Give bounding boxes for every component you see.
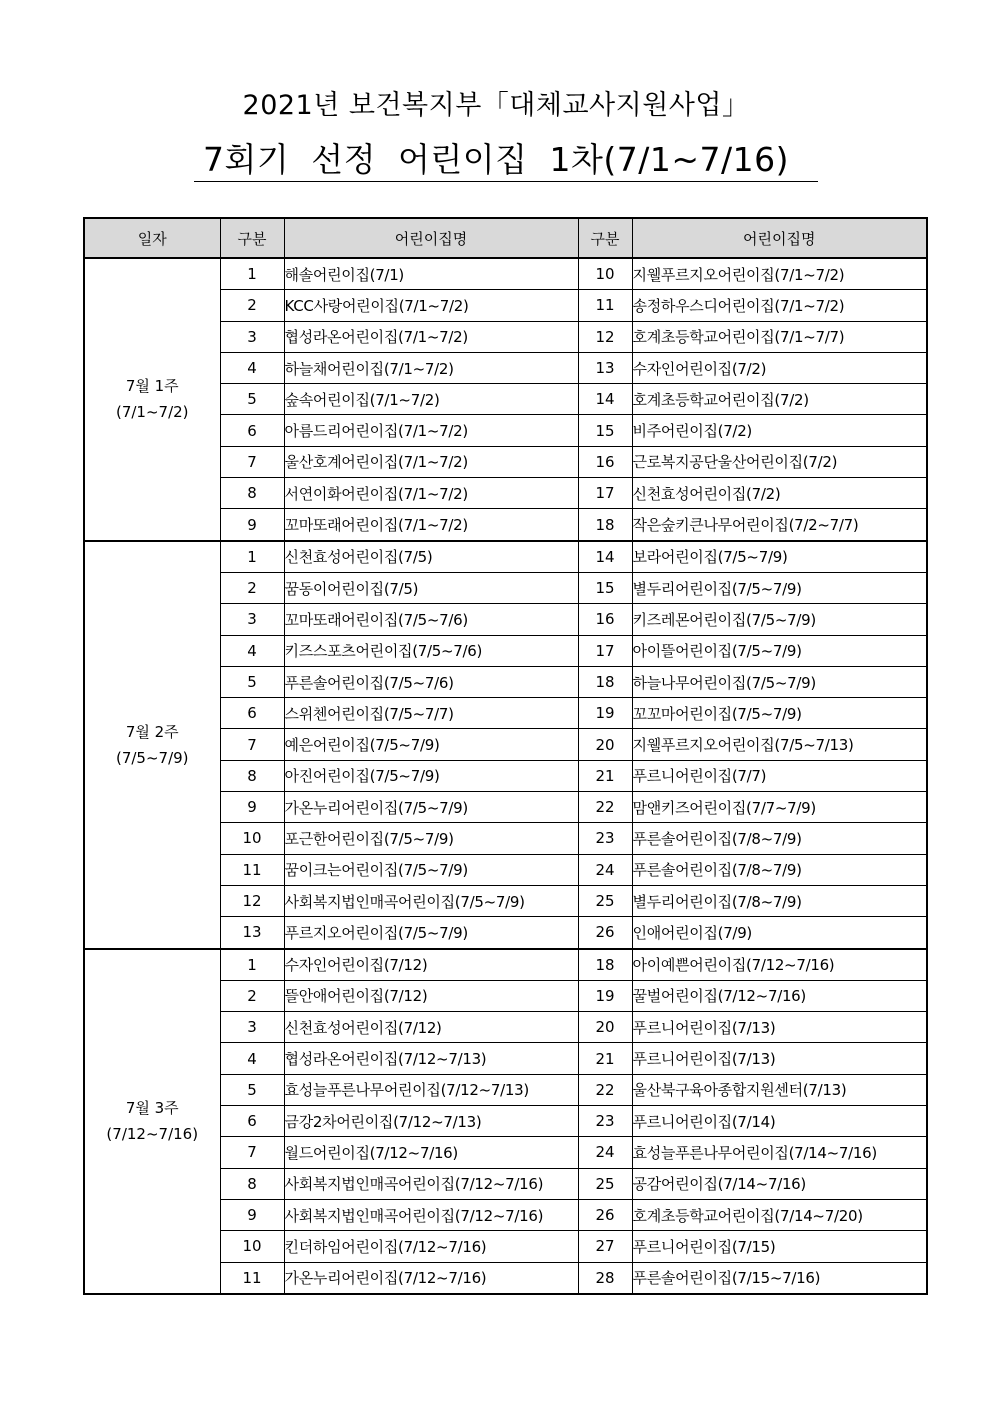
left-center-name: 신천효성어린이집(7/5): [284, 541, 578, 573]
right-number: 16: [578, 604, 632, 635]
table-row: [84, 541, 927, 573]
left-center-name: 수자인어린이집(7/12): [284, 949, 578, 981]
document-title: 2021년 보건복지부「대체교사지원사업」: [242, 90, 750, 121]
right-number: 24: [578, 1137, 632, 1168]
left-number: 5: [220, 384, 284, 415]
left-center-name: 하늘채어린이집(7/1~7/2): [284, 352, 578, 383]
left-center-name: 가온누리어린이집(7/12~7/16): [284, 1262, 578, 1294]
left-center-name: 사회복지법인매곡어린이집(7/12~7/16): [284, 1199, 578, 1230]
left-center-name: 키즈스포츠어린이집(7/5~7/6): [284, 635, 578, 666]
right-center-name: 꼬꼬마어린이집(7/5~7/9): [632, 698, 927, 729]
right-center-name: 별두리어린이집(7/8~7/9): [632, 885, 927, 916]
right-number: 11: [578, 290, 632, 321]
left-number: 2: [220, 572, 284, 603]
header-name-right: 어린이집명: [632, 218, 927, 258]
right-number: 20: [578, 1012, 632, 1043]
right-number: 14: [578, 541, 632, 573]
right-center-name: 호계초등학교어린이집(7/1~7/7): [632, 321, 927, 352]
right-number: 19: [578, 698, 632, 729]
right-center-name: 푸르니어린이집(7/15): [632, 1231, 927, 1262]
right-number: 25: [578, 885, 632, 916]
left-center-name: 사회복지법인매곡어린이집(7/5~7/9): [284, 885, 578, 916]
left-center-name: 아름드리어린이집(7/1~7/2): [284, 415, 578, 446]
right-number: 12: [578, 321, 632, 352]
left-center-name: 신천효성어린이집(7/12): [284, 1012, 578, 1043]
right-center-name: 아이뜰어린이집(7/5~7/9): [632, 635, 927, 666]
right-center-name: 수자인어린이집(7/2): [632, 352, 927, 383]
left-center-name: 사회복지법인매곡어린이집(7/12~7/16): [284, 1168, 578, 1199]
right-number: 26: [578, 1199, 632, 1230]
week-range: (7/12~7/16): [106, 1125, 199, 1144]
right-number: 26: [578, 917, 632, 949]
right-number: 18: [578, 509, 632, 541]
left-number: 11: [220, 1262, 284, 1294]
right-center-name: 푸른솔어린이집(7/8~7/9): [632, 854, 927, 885]
right-center-name: 푸른솔어린이집(7/8~7/9): [632, 823, 927, 854]
left-center-name: 월드어린이집(7/12~7/16): [284, 1137, 578, 1168]
right-number: 20: [578, 729, 632, 760]
right-center-name: 비주어린이집(7/2): [632, 415, 927, 446]
left-number: 3: [220, 1012, 284, 1043]
right-center-name: 푸른솔어린이집(7/15~7/16): [632, 1262, 927, 1294]
right-number: 22: [578, 1074, 632, 1105]
right-center-name: 지웰푸르지오어린이집(7/5~7/13): [632, 729, 927, 760]
right-center-name: 효성늘푸른나무어린이집(7/14~7/16): [632, 1137, 927, 1168]
table-header-row: [84, 218, 927, 258]
left-number: 1: [220, 949, 284, 981]
right-center-name: 하늘나무어린이집(7/5~7/9): [632, 666, 927, 697]
right-number: 17: [578, 478, 632, 509]
right-center-name: 호계초등학교어린이집(7/2): [632, 384, 927, 415]
header-category-left: 구분: [220, 218, 284, 258]
week-label: 7월 3주: [125, 1099, 179, 1118]
left-number: 2: [220, 980, 284, 1011]
right-number: 28: [578, 1262, 632, 1294]
left-number: 4: [220, 352, 284, 383]
header-category-right: 구분: [578, 218, 632, 258]
right-center-name: 푸르니어린이집(7/7): [632, 760, 927, 791]
week-cell: [84, 258, 220, 541]
right-number: 15: [578, 415, 632, 446]
left-center-name: 포근한어린이집(7/5~7/9): [284, 823, 578, 854]
right-number: 21: [578, 1043, 632, 1074]
left-number: 8: [220, 1168, 284, 1199]
left-number: 3: [220, 321, 284, 352]
left-number: 4: [220, 1043, 284, 1074]
left-center-name: 가온누리어린이집(7/5~7/9): [284, 792, 578, 823]
left-center-name: 꼬마또래어린이집(7/5~7/6): [284, 604, 578, 635]
left-center-name: 협성라온어린이집(7/12~7/13): [284, 1043, 578, 1074]
left-number: 13: [220, 917, 284, 949]
right-center-name: 푸르니어린이집(7/13): [632, 1043, 927, 1074]
right-center-name: 키즈레몬어린이집(7/5~7/9): [632, 604, 927, 635]
right-center-name: 보라어린이집(7/5~7/9): [632, 541, 927, 573]
right-number: 22: [578, 792, 632, 823]
right-center-name: 근로복지공단울산어린이집(7/2): [632, 446, 927, 477]
right-number: 21: [578, 760, 632, 791]
left-number: 8: [220, 478, 284, 509]
right-number: 13: [578, 352, 632, 383]
right-number: 27: [578, 1231, 632, 1262]
right-number: 18: [578, 949, 632, 981]
right-number: 18: [578, 666, 632, 697]
left-number: 7: [220, 1137, 284, 1168]
left-center-name: 푸른솔어린이집(7/5~7/6): [284, 666, 578, 697]
table-body: [84, 258, 927, 1294]
left-center-name: 숲속어린이집(7/1~7/2): [284, 384, 578, 415]
right-center-name: 인애어린이집(7/9): [632, 917, 927, 949]
right-center-name: 신천효성어린이집(7/2): [632, 478, 927, 509]
left-number: 10: [220, 1231, 284, 1262]
right-center-name: 지웰푸르지오어린이집(7/1~7/2): [632, 258, 927, 290]
left-number: 10: [220, 823, 284, 854]
left-number: 1: [220, 258, 284, 290]
left-center-name: 협성라온어린이집(7/1~7/2): [284, 321, 578, 352]
left-center-name: KCC사랑어린이집(7/1~7/2): [284, 290, 578, 321]
left-center-name: 금강2차어린이집(7/12~7/13): [284, 1106, 578, 1137]
right-number: 23: [578, 1106, 632, 1137]
left-center-name: 효성늘푸른나무어린이집(7/12~7/13): [284, 1074, 578, 1105]
right-number: 25: [578, 1168, 632, 1199]
right-number: 23: [578, 823, 632, 854]
left-center-name: 킨더하임어린이집(7/12~7/16): [284, 1231, 578, 1262]
left-number: 9: [220, 509, 284, 541]
left-number: 9: [220, 792, 284, 823]
week-label: 7월 1주: [125, 377, 179, 396]
right-center-name: 울산북구육아종합지원센터(7/13): [632, 1074, 927, 1105]
left-number: 9: [220, 1199, 284, 1230]
subtitle-underline: [194, 181, 818, 182]
week-cell: [84, 541, 220, 949]
document-subtitle: 7회기 선정 어린이집 1차(7/1~7/16): [203, 140, 789, 179]
left-center-name: 울산호계어린이집(7/1~7/2): [284, 446, 578, 477]
right-center-name: 별두리어린이집(7/5~7/9): [632, 572, 927, 603]
right-number: 10: [578, 258, 632, 290]
right-center-name: 작은숲키큰나무어린이집(7/2~7/7): [632, 509, 927, 541]
left-number: 3: [220, 604, 284, 635]
left-number: 6: [220, 415, 284, 446]
document-subtitle-wrap: [0, 138, 992, 182]
left-number: 12: [220, 885, 284, 916]
right-number: 19: [578, 980, 632, 1011]
left-center-name: 꿈동이어린이집(7/5): [284, 572, 578, 603]
left-center-name: 꿈이크는어린이집(7/5~7/9): [284, 854, 578, 885]
week-cell: [84, 949, 220, 1294]
left-number: 5: [220, 666, 284, 697]
left-number: 8: [220, 760, 284, 791]
table-row: [84, 949, 927, 981]
left-center-name: 푸르지오어린이집(7/5~7/9): [284, 917, 578, 949]
right-center-name: 푸르니어린이집(7/13): [632, 1012, 927, 1043]
left-number: 2: [220, 290, 284, 321]
right-center-name: 호계초등학교어린이집(7/14~7/20): [632, 1199, 927, 1230]
header-name-left: 어린이집명: [284, 218, 578, 258]
left-number: 4: [220, 635, 284, 666]
header-date: 일자: [84, 218, 220, 258]
left-center-name: 꼬마또래어린이집(7/1~7/2): [284, 509, 578, 541]
week-range: (7/1~7/2): [115, 403, 189, 422]
left-number: 7: [220, 729, 284, 760]
left-number: 7: [220, 446, 284, 477]
left-center-name: 예은어린이집(7/5~7/9): [284, 729, 578, 760]
week-range: (7/5~7/9): [115, 748, 189, 767]
table-row: [84, 258, 927, 290]
right-center-name: 송정하우스디어린이집(7/1~7/2): [632, 290, 927, 321]
right-number: 17: [578, 635, 632, 666]
right-center-name: 푸르니어린이집(7/14): [632, 1106, 927, 1137]
week-label: 7월 2주: [125, 722, 179, 741]
left-number: 1: [220, 541, 284, 573]
left-number: 11: [220, 854, 284, 885]
right-center-name: 공감어린이집(7/14~7/16): [632, 1168, 927, 1199]
right-number: 15: [578, 572, 632, 603]
left-number: 5: [220, 1074, 284, 1105]
left-center-name: 서연이화어린이집(7/1~7/2): [284, 478, 578, 509]
right-number: 16: [578, 446, 632, 477]
left-center-name: 뜰안애어린이집(7/12): [284, 980, 578, 1011]
left-center-name: 아진어린이집(7/5~7/9): [284, 760, 578, 791]
left-number: 6: [220, 698, 284, 729]
left-center-name: 해솔어린이집(7/1): [284, 258, 578, 290]
right-number: 14: [578, 384, 632, 415]
left-center-name: 스위첸어린이집(7/5~7/7): [284, 698, 578, 729]
right-center-name: 아이예쁜어린이집(7/12~7/16): [632, 949, 927, 981]
selection-table: [83, 217, 928, 1295]
right-center-name: 맘앤키즈어린이집(7/7~7/9): [632, 792, 927, 823]
right-center-name: 꿀벌어린이집(7/12~7/16): [632, 980, 927, 1011]
left-number: 6: [220, 1106, 284, 1137]
right-number: 24: [578, 854, 632, 885]
